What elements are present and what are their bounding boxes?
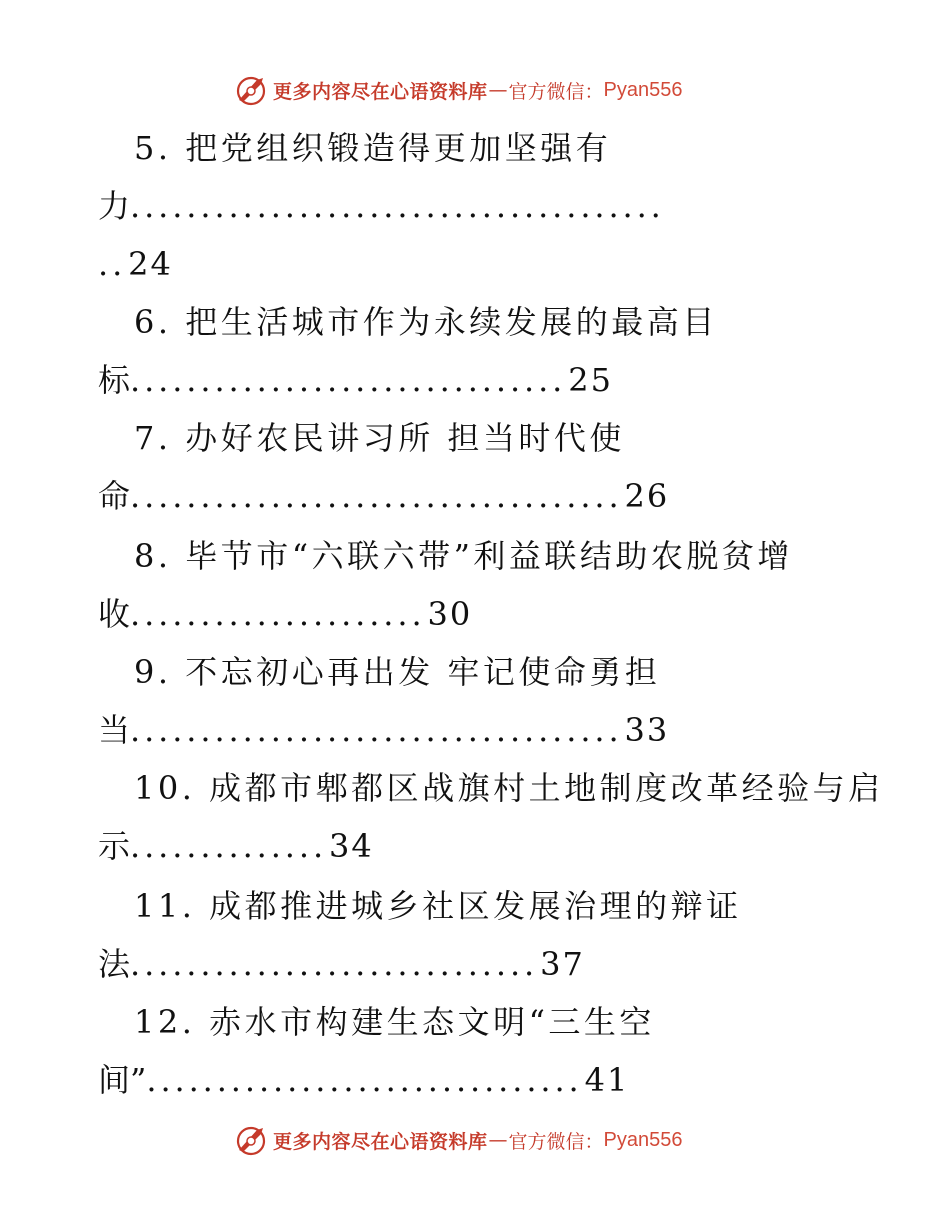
toc-leader-dots: ............................... xyxy=(130,361,567,399)
toc-entry-continuation[interactable] xyxy=(98,594,472,634)
watermark-separator: — xyxy=(488,1129,508,1151)
toc-entry-tail: 间” xyxy=(98,1061,147,1099)
toc-entry-tail: 法 xyxy=(98,945,131,983)
toc-leader-dots: ..................... xyxy=(130,595,426,633)
toc-entry-continuation[interactable] xyxy=(98,186,665,226)
toc-leader-dots: ............................. xyxy=(130,945,539,983)
toc-entry-title[interactable]: 8. 毕节市“六联六带”利益联结助农脱贫增 xyxy=(134,537,793,575)
toc-entry-title[interactable]: 10. 成都市郫都区战旗村土地制度改革经验与启 xyxy=(134,769,884,807)
toc-page-number: 37 xyxy=(540,945,585,983)
toc-entry-continuation[interactable] xyxy=(98,476,669,516)
watermark-id: Pyan556 xyxy=(603,78,683,101)
toc-page-number: 41 xyxy=(584,1061,630,1099)
toc-entry-title[interactable]: 9. 不忘初心再出发 牢记使命勇担 xyxy=(134,653,661,691)
pen-logo-icon xyxy=(233,1122,269,1158)
toc-entry-tail: 标 xyxy=(98,361,131,399)
toc-entry-continuation[interactable] xyxy=(98,1060,629,1100)
watermark-text: 更多内容尽在心语资料库 xyxy=(273,80,488,103)
toc-leader-dots: ................................... xyxy=(130,477,623,515)
toc-entry-title[interactable]: 11. 成都推进城乡社区发展治理的辩证 xyxy=(134,887,742,925)
toc-leader-dots: ...................................... xyxy=(130,187,665,225)
toc-entry-continuation[interactable] xyxy=(98,826,374,866)
watermark-header xyxy=(233,70,683,110)
toc-page-number: 26 xyxy=(624,477,670,515)
toc-entry-continuation[interactable] xyxy=(98,360,613,400)
toc-entry-continuation[interactable] xyxy=(98,244,173,284)
toc-entry-title[interactable]: 6. 把生活城市作为永续发展的最高目 xyxy=(134,303,718,341)
toc-leader-dots: ................................... xyxy=(130,711,623,749)
toc-entry-tail: 命 xyxy=(98,477,131,515)
watermark-separator: — xyxy=(488,79,508,101)
watermark-official: 官方微信： xyxy=(508,80,604,103)
toc-entry-title[interactable]: 5. 把党组织锻造得更加坚强有 xyxy=(134,129,612,167)
toc-entry-tail: 收 xyxy=(98,595,131,633)
toc-page-number: 24 xyxy=(128,245,173,283)
toc-page-number: 34 xyxy=(329,827,374,865)
watermark-footer xyxy=(233,1120,683,1160)
toc-page-number: 33 xyxy=(624,711,670,749)
toc-leader-dots: .............. xyxy=(130,827,328,865)
toc-entry-tail: 力 xyxy=(98,187,131,225)
watermark-id: Pyan556 xyxy=(603,1128,683,1151)
toc-leader-dots: .. xyxy=(98,245,127,283)
toc-page-number: 30 xyxy=(427,595,473,633)
toc-entry-continuation[interactable] xyxy=(98,944,585,984)
watermark-official: 官方微信： xyxy=(508,1130,604,1153)
pen-logo-icon xyxy=(233,72,269,108)
toc-leader-dots: ............................... xyxy=(146,1061,583,1099)
toc-entry-tail: 当 xyxy=(98,711,131,749)
watermark-text: 更多内容尽在心语资料库 xyxy=(273,1130,488,1153)
toc-entry-continuation[interactable] xyxy=(98,710,669,750)
toc-entry-tail: 示 xyxy=(98,827,131,865)
toc-entry-title[interactable]: 7. 办好农民讲习所 担当时代使 xyxy=(134,419,625,457)
toc-page-number: 25 xyxy=(568,361,613,399)
toc-entry-title[interactable]: 12. 赤水市构建生态文明“三生空 xyxy=(134,1003,655,1041)
